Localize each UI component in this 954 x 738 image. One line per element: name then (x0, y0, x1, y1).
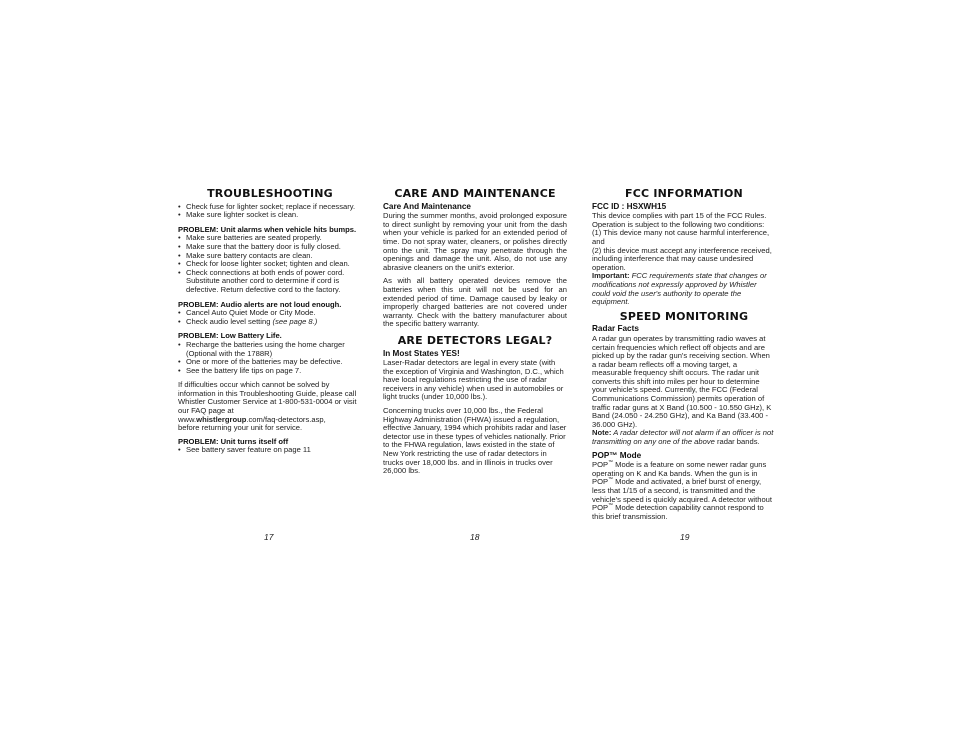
note-label: Note: (592, 428, 612, 438)
care-subheading: Care And Maintenance (383, 201, 471, 211)
note-paragraph (592, 429, 776, 446)
legal-subheading: In Most States YES! (383, 348, 460, 358)
audio-list (178, 309, 362, 326)
important-paragraph (592, 272, 776, 306)
page-number-18: 18 (470, 532, 480, 542)
note-text: A radar detector will not alarm if an officer is not transmitting on any one of the above (592, 428, 774, 447)
radar-paragraph: A radar gun operates by transmitting radio waves at certain frequencies which reflect off objects and are picked up by the radar gun's receiving section. When a radar beam reflects off a moving target, a measurable frequency shift occurs. The radar unit converts this shift into miles per hour to determine your vehicle's speed. Currently, the FCC (Federal Communications Commission) permits operation of traffic radar guns at X Band (10.500 - 10.550 GHz), K Band (24.050 - 24.250 GHz), and Ka Band (33.400 - 36.000 GHz). (592, 333, 772, 429)
care-paragraph-1: During the summer months, avoid prolonged exposure to direct sunlight by removing your unit from the dash when your vehicle is parked for an extended period of time. Do not spray water, cleaners, or polishes directly onto the unit. The spray may penetrate through the openings and damage the unit. Also, do not use any abrasive cleaners on the unit's exterior. (383, 211, 567, 272)
list-item: • Check connections at both ends of power cord. Substitute another cord to determine if cord is defective. Return defective cord to the factory. (178, 269, 362, 295)
list-item: • One or more of the batteries may be defective. (178, 358, 362, 367)
problem-title-battery: PROBLEM: Low Battery Life. (178, 331, 282, 341)
url-bold: whistlergroup (196, 414, 247, 424)
bumps-list (178, 234, 362, 294)
care-paragraph-2: As with all battery operated devices remove the batteries when this unit will not be used for an extended period of time. Damage caused by leaky or improperly charged batteries are not covered under warranty. Check with the battery manufacturer about the specific battery warranty. (383, 276, 567, 329)
list-item (178, 318, 362, 327)
list-item: • See battery saver feature on page 11 (178, 446, 362, 455)
problem-title-audio: PROBLEM: Audio alerts are not loud enough. (178, 299, 342, 309)
tm-mark: ™ (608, 459, 614, 466)
care-heading: CARE AND MAINTENANCE (394, 187, 556, 200)
pop-text-3: Mode detection capability cannot respond to this brief transmission. (592, 503, 764, 521)
url-prefix: www. (178, 414, 197, 424)
fcc-column (592, 187, 776, 526)
contact-text: If difficulties occur which cannot be solved by information in this Troubleshooting Guide, please call Whistler Customer Service at 1-800-531-0004 or visit our FAQ page at (178, 380, 357, 416)
list-item: • Make sure lighter socket is clean. (178, 211, 362, 220)
fcc-condition-2: (2) this device must accept any interference received, including interference that may cause undesired operation. (592, 245, 772, 272)
list-item: • Cancel Auto Quiet Mode or City Mode. (178, 309, 362, 318)
battery-list (178, 341, 362, 375)
tm-mark: ™ (608, 502, 614, 509)
legal-paragraph-1: Laser-Radar detectors are legal in every state (with the exception of Virginia and Washington, D.C., which have local regulations restricting the use of radar receivers in any vehicle) when used in automobiles or light trucks (under 10,000 lbs.). (383, 358, 564, 402)
troubleshooting-heading: TROUBLESHOOTING (207, 187, 333, 200)
pop-paragraph (592, 461, 776, 521)
list-item: • Check fuse for lighter socket; replace if necessary. (178, 203, 362, 212)
pop-text-2: Mode and activated, a brief burst of energy, less that 1/15 of a second, is transmitted and the vehicle's speed is quickly acquired. A detector without POP (592, 477, 773, 513)
note-tail: radar bands. (714, 437, 760, 447)
list-item: • See the battery life tips on page 7. (178, 367, 362, 376)
page-number-17: 17 (264, 532, 274, 542)
care-column (383, 187, 567, 481)
fcc-heading: FCC INFORMATION (625, 187, 743, 200)
list-item: • Check for loose lighter socket; tighten and clean. (178, 260, 362, 269)
speed-heading: SPEED MONITORING (619, 309, 749, 323)
contact-paragraph (178, 381, 362, 433)
list-item: • Make sure battery contacts are clean. (178, 252, 362, 261)
tm-mark: ™ (608, 476, 614, 483)
pop-word: POP (592, 460, 609, 470)
audio-item-ref: (see page 8.) (272, 316, 318, 326)
legal-heading: ARE DETECTORS LEGAL? (397, 333, 553, 347)
radar-subheading: Radar Facts (592, 324, 639, 334)
pop-subheading: POP™ Mode (592, 450, 642, 460)
list-item: • Recharge the batteries using the home charger (Optional with the 1788R) (178, 341, 362, 358)
problem-title-bumps: PROBLEM: Unit alarms when vehicle hits bumps. (178, 224, 357, 234)
fcc-id: FCC ID : HSXWH15 (592, 201, 667, 211)
intro-list (178, 203, 362, 220)
legal-paragraph-2: Concerning trucks over 10,000 lbs., the Federal Highway Administration (FHWA) issued a regulation, effective January, 1994 which prohibits radar and laser detector use in these types of vehicles nationally. Prior to the FHWA regulation, laws existed in the state of New York restricting the use of radar detectors in trucks over 18,000 lbs. and in Illinois in trucks over 26,000 lbs. (383, 406, 567, 476)
url-suffix: .com/faq-detectors.asp, (246, 414, 326, 424)
troubleshooting-column (178, 187, 362, 455)
pop-text-1: Mode is a feature on some newer radar guns operating on K and Ka bands. When the gun is in POP (592, 460, 767, 487)
audio-item-text: Check audio level setting (186, 316, 273, 326)
problem-title-turns-off: PROBLEM: Unit turns itself off (178, 436, 289, 446)
list-item: • Make sure batteries are seated properly. (178, 234, 362, 243)
turns-off-list (178, 446, 362, 455)
contact-tail: before returning your unit for service. (178, 423, 303, 433)
important-label: Important: (592, 271, 630, 281)
fcc-condition-1: (1) This device many not cause harmful interference, and (592, 228, 770, 246)
important-text: FCC requirements state that changes or modifications not expressly approved by Whistler could void the user's authority to operate the equipment. (592, 271, 767, 307)
page-number-19: 19 (680, 532, 690, 542)
list-item: • Make sure that the battery door is fully closed. (178, 243, 362, 252)
fcc-paragraph: This device complies with part 15 of the FCC Rules. Operation is subject to the following two conditions: (592, 211, 767, 229)
